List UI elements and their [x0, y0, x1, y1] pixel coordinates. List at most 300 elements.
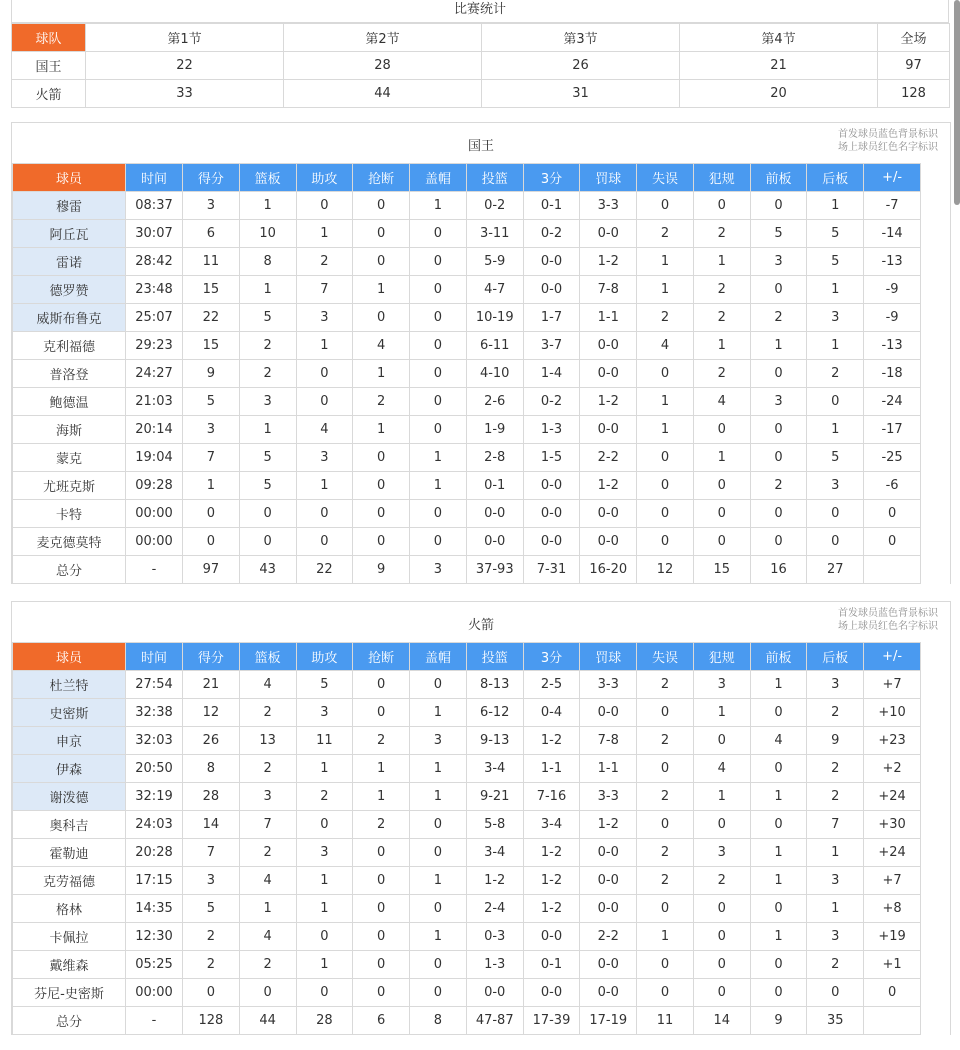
player-name[interactable]: 阿丘瓦 — [13, 220, 126, 248]
stats-header-cell: 犯规 — [693, 643, 750, 671]
stat-cell: 0 — [693, 923, 750, 951]
stat-cell: 0 — [410, 416, 467, 444]
stat-cell: 4 — [750, 727, 807, 755]
player-name[interactable]: 普洛登 — [13, 360, 126, 388]
stat-cell: 0-1 — [523, 951, 580, 979]
stat-cell: 1 — [807, 192, 864, 220]
stat-cell: 0-1 — [523, 192, 580, 220]
player-row — [13, 811, 921, 839]
stat-cell: 0-0 — [523, 248, 580, 276]
stat-cell: 0-0 — [523, 472, 580, 500]
stat-cell: -9 — [864, 304, 921, 332]
total-cell: 8 — [410, 1007, 467, 1035]
stat-cell: 2 — [239, 839, 296, 867]
score-header-q3: 第3节 — [482, 24, 680, 52]
stat-cell: 29:23 — [126, 332, 183, 360]
stat-cell: 5 — [183, 388, 240, 416]
stat-cell: 4 — [239, 867, 296, 895]
legend-note — [838, 607, 938, 633]
total-cell: 43 — [239, 556, 296, 584]
total-cell: 37-93 — [466, 556, 523, 584]
stat-cell: 12 — [183, 699, 240, 727]
stat-cell: 5 — [183, 895, 240, 923]
stat-cell: 3 — [183, 192, 240, 220]
legend-starter-text: 首发球员蓝色背景标识 — [838, 129, 938, 140]
player-row — [13, 727, 921, 755]
stat-cell: 1 — [807, 276, 864, 304]
stat-cell: 0-0 — [466, 500, 523, 528]
stat-cell: 0 — [693, 979, 750, 1007]
stat-cell: 20:50 — [126, 755, 183, 783]
player-row — [13, 416, 921, 444]
stat-cell: 0 — [296, 500, 353, 528]
stat-cell: 1-1 — [580, 755, 637, 783]
stat-cell: 3 — [239, 388, 296, 416]
stat-cell: 1 — [353, 755, 410, 783]
stat-cell: +8 — [864, 895, 921, 923]
player-stats-table — [12, 163, 921, 584]
stat-cell: 1 — [410, 923, 467, 951]
score-cell: 28 — [284, 52, 482, 80]
stat-cell: +10 — [864, 699, 921, 727]
total-cell: 12 — [637, 556, 694, 584]
stat-cell: 1 — [410, 472, 467, 500]
stat-cell: 21:03 — [126, 388, 183, 416]
page-scrollbar-thumb[interactable] — [954, 0, 960, 205]
stats-header-cell: 盖帽 — [410, 164, 467, 192]
score-header-q4: 第4节 — [680, 24, 878, 52]
stat-cell: 0 — [693, 528, 750, 556]
stat-cell: 5-9 — [466, 248, 523, 276]
stat-cell: 17:15 — [126, 867, 183, 895]
stat-cell: +19 — [864, 923, 921, 951]
stat-cell: 1-9 — [466, 416, 523, 444]
stat-cell: 0 — [864, 500, 921, 528]
stat-cell: 0 — [239, 528, 296, 556]
player-name[interactable]: 奥科吉 — [13, 811, 126, 839]
player-name[interactable]: 格林 — [13, 895, 126, 923]
player-row — [13, 528, 921, 556]
stat-cell: 1 — [296, 867, 353, 895]
stat-cell: 0 — [410, 220, 467, 248]
stat-cell: 15 — [183, 332, 240, 360]
stat-cell: 7 — [296, 276, 353, 304]
stat-cell: 10 — [239, 220, 296, 248]
stat-cell: 9-13 — [466, 727, 523, 755]
stat-cell: 5 — [807, 220, 864, 248]
stat-cell: 0-0 — [580, 867, 637, 895]
stat-cell: 1-2 — [523, 839, 580, 867]
player-name[interactable]: 麦克德莫特 — [13, 528, 126, 556]
score-cell: 128 — [878, 80, 950, 108]
stat-cell: 0 — [353, 472, 410, 500]
player-name[interactable]: 谢泼德 — [13, 783, 126, 811]
stat-cell: 0-0 — [523, 923, 580, 951]
stat-cell: 2 — [239, 755, 296, 783]
player-name[interactable]: 霍勒迪 — [13, 839, 126, 867]
stat-cell: 0-0 — [523, 500, 580, 528]
score-row-kings — [12, 52, 950, 80]
stat-cell: 2 — [239, 360, 296, 388]
stats-header-row — [13, 164, 921, 192]
stats-header-cell: 犯规 — [693, 164, 750, 192]
stat-cell: 0 — [750, 811, 807, 839]
stat-cell: 3-4 — [466, 839, 523, 867]
total-cell: 22 — [296, 556, 353, 584]
stat-cell: 0-0 — [580, 416, 637, 444]
stat-cell: 0 — [750, 895, 807, 923]
quarter-score-section — [11, 0, 949, 108]
total-cell: 7-31 — [523, 556, 580, 584]
stat-cell: 3-4 — [523, 811, 580, 839]
stat-cell: 2-2 — [580, 923, 637, 951]
stat-cell: 3 — [183, 416, 240, 444]
total-cell: 35 — [807, 1007, 864, 1035]
stat-cell: 20:14 — [126, 416, 183, 444]
player-name[interactable]: 芬尼-史密斯 — [13, 979, 126, 1007]
score-cell: 33 — [86, 80, 284, 108]
stat-cell: 1-4 — [523, 360, 580, 388]
stat-cell: 1-1 — [523, 755, 580, 783]
total-cell: 14 — [693, 1007, 750, 1035]
stat-cell: 1 — [750, 867, 807, 895]
stat-cell: 2-2 — [580, 444, 637, 472]
stat-cell: 3 — [296, 839, 353, 867]
stat-cell: 0 — [296, 360, 353, 388]
stat-cell: 0 — [750, 416, 807, 444]
stat-cell: 10-19 — [466, 304, 523, 332]
stats-header-row — [13, 643, 921, 671]
stat-cell: 0-0 — [580, 951, 637, 979]
stat-cell: 1-2 — [580, 472, 637, 500]
stat-cell: 1 — [807, 332, 864, 360]
stat-cell: 1 — [637, 248, 694, 276]
stat-cell: 1-5 — [523, 444, 580, 472]
stat-cell: 0-0 — [466, 528, 523, 556]
box-score-rockets — [11, 601, 951, 1035]
stat-cell: 3 — [410, 727, 467, 755]
stats-header-cell: 3分 — [523, 164, 580, 192]
stat-cell: 1 — [693, 332, 750, 360]
stat-cell: 14 — [183, 811, 240, 839]
stat-cell: 0 — [353, 895, 410, 923]
stat-cell: 2 — [637, 727, 694, 755]
stat-cell: +24 — [864, 783, 921, 811]
player-name[interactable]: 穆雷 — [13, 192, 126, 220]
stats-header-cell: 前板 — [750, 643, 807, 671]
stat-cell: 0 — [864, 528, 921, 556]
player-name[interactable]: 蒙克 — [13, 444, 126, 472]
stat-cell: 0 — [353, 220, 410, 248]
box-header — [12, 602, 950, 642]
stat-cell: 1-3 — [466, 951, 523, 979]
stat-cell: 1 — [410, 192, 467, 220]
stats-header-cell: 失误 — [637, 164, 694, 192]
stat-cell: 30:07 — [126, 220, 183, 248]
stat-cell: 0-0 — [580, 979, 637, 1007]
stats-header-cell: 罚球 — [580, 164, 637, 192]
stat-cell: 4-10 — [466, 360, 523, 388]
stat-cell: 0 — [353, 979, 410, 1007]
stat-cell: 0 — [750, 755, 807, 783]
stat-cell: 3 — [807, 304, 864, 332]
stat-cell: 2 — [353, 388, 410, 416]
stat-cell: 1 — [750, 332, 807, 360]
stat-cell: 3 — [183, 867, 240, 895]
stat-cell: 21 — [183, 671, 240, 699]
stat-cell: 0-0 — [580, 332, 637, 360]
stat-cell: +1 — [864, 951, 921, 979]
stat-cell: 2 — [183, 923, 240, 951]
stat-cell: 8 — [239, 248, 296, 276]
stat-cell: 0 — [807, 500, 864, 528]
stat-cell: 32:38 — [126, 699, 183, 727]
stat-cell: 0-0 — [523, 979, 580, 1007]
stat-cell: -13 — [864, 332, 921, 360]
stat-cell: 14:35 — [126, 895, 183, 923]
stat-cell: 0 — [807, 528, 864, 556]
stat-cell: 1 — [637, 276, 694, 304]
player-row — [13, 895, 921, 923]
stats-header-cell: 3分 — [523, 643, 580, 671]
total-cell: 11 — [637, 1007, 694, 1035]
box-header — [12, 123, 950, 163]
stats-header-cell: 投篮 — [466, 164, 523, 192]
player-row — [13, 192, 921, 220]
stat-cell: 00:00 — [126, 528, 183, 556]
total-cell: - — [126, 1007, 183, 1035]
stat-cell: 0 — [410, 979, 467, 1007]
stat-cell: 0 — [410, 839, 467, 867]
stat-cell: 32:03 — [126, 727, 183, 755]
player-name[interactable]: 德罗赞 — [13, 276, 126, 304]
stat-cell: 3 — [807, 867, 864, 895]
stat-cell: 3 — [693, 671, 750, 699]
stat-cell: -14 — [864, 220, 921, 248]
stat-cell: -6 — [864, 472, 921, 500]
player-row — [13, 332, 921, 360]
stat-cell: 8-13 — [466, 671, 523, 699]
stat-cell: 0 — [183, 500, 240, 528]
stat-cell: 2 — [807, 699, 864, 727]
stat-cell: 8 — [183, 755, 240, 783]
stat-cell: 0 — [637, 360, 694, 388]
stat-cell: 28 — [183, 783, 240, 811]
stat-cell: 7 — [183, 839, 240, 867]
stat-cell: -17 — [864, 416, 921, 444]
player-row — [13, 220, 921, 248]
stat-cell: 2 — [807, 951, 864, 979]
stat-cell: 7 — [239, 811, 296, 839]
player-name[interactable]: 伊森 — [13, 755, 126, 783]
stat-cell: 7 — [183, 444, 240, 472]
player-name[interactable]: 卡特 — [13, 500, 126, 528]
stat-cell: 0 — [637, 951, 694, 979]
score-cell: 97 — [878, 52, 950, 80]
player-name[interactable]: 雷诺 — [13, 248, 126, 276]
legend-oncourt-text: 场上球员红色名字标识 — [838, 621, 938, 632]
stat-cell: 4 — [693, 388, 750, 416]
stat-cell: 1 — [410, 444, 467, 472]
stat-cell: 28:42 — [126, 248, 183, 276]
stat-cell: 1 — [693, 248, 750, 276]
stat-cell: 1 — [750, 671, 807, 699]
player-row — [13, 783, 921, 811]
stat-cell: +7 — [864, 867, 921, 895]
stat-cell: 0 — [410, 500, 467, 528]
stat-cell: 0-4 — [523, 699, 580, 727]
stat-cell: 08:37 — [126, 192, 183, 220]
score-section-title: 比赛统计 — [11, 0, 949, 23]
stat-cell: 0 — [353, 951, 410, 979]
stat-cell: 26 — [183, 727, 240, 755]
stat-cell: 5 — [807, 444, 864, 472]
stat-cell: -25 — [864, 444, 921, 472]
player-row — [13, 671, 921, 699]
player-row — [13, 472, 921, 500]
stat-cell: 2 — [750, 472, 807, 500]
score-header-team: 球队 — [12, 24, 86, 52]
stat-cell: 1 — [693, 783, 750, 811]
stat-cell: 0 — [693, 416, 750, 444]
total-label: 总分 — [13, 1007, 126, 1035]
stat-cell: 0 — [750, 444, 807, 472]
stat-cell: 0 — [296, 528, 353, 556]
stat-cell: 1 — [353, 783, 410, 811]
stat-cell: 2 — [637, 867, 694, 895]
stat-cell: 0 — [296, 388, 353, 416]
stat-cell: 2 — [296, 783, 353, 811]
stat-cell: -9 — [864, 276, 921, 304]
total-row — [13, 556, 921, 584]
stat-cell: 0 — [750, 192, 807, 220]
header-player: 球员 — [13, 643, 126, 671]
stat-cell: 3 — [807, 472, 864, 500]
player-name[interactable]: 申京 — [13, 727, 126, 755]
stat-cell: 05:25 — [126, 951, 183, 979]
player-name[interactable]: 克劳福德 — [13, 867, 126, 895]
total-cell: - — [126, 556, 183, 584]
stat-cell: 0 — [693, 811, 750, 839]
player-name[interactable]: 卡佩拉 — [13, 923, 126, 951]
player-row — [13, 248, 921, 276]
stat-cell: 0 — [410, 895, 467, 923]
stat-cell: 0-0 — [580, 895, 637, 923]
stats-header-cell: 助攻 — [296, 164, 353, 192]
stats-header-cell: 时间 — [126, 643, 183, 671]
score-header-q2: 第2节 — [284, 24, 482, 52]
stat-cell: 0 — [353, 528, 410, 556]
stat-cell: 0 — [750, 276, 807, 304]
total-cell: 97 — [183, 556, 240, 584]
stat-cell: 6 — [183, 220, 240, 248]
stat-cell: 5 — [239, 472, 296, 500]
stat-cell: 1-2 — [523, 727, 580, 755]
player-row — [13, 951, 921, 979]
stats-header-cell: +/- — [864, 643, 921, 671]
stat-cell: 1 — [296, 951, 353, 979]
score-cell: 26 — [482, 52, 680, 80]
stat-cell: 0-0 — [580, 839, 637, 867]
total-cell: 16 — [750, 556, 807, 584]
stat-cell: 1-2 — [580, 388, 637, 416]
stat-cell: 3-7 — [523, 332, 580, 360]
stat-cell: 0 — [410, 811, 467, 839]
stat-cell: +2 — [864, 755, 921, 783]
stat-cell: 0 — [410, 388, 467, 416]
total-label: 总分 — [13, 556, 126, 584]
stat-cell: 11 — [296, 727, 353, 755]
score-cell: 22 — [86, 52, 284, 80]
stat-cell: 2 — [637, 671, 694, 699]
stat-cell: 2 — [807, 360, 864, 388]
stat-cell: 12:30 — [126, 923, 183, 951]
stat-cell: 3-3 — [580, 783, 637, 811]
stat-cell: 1 — [750, 923, 807, 951]
stat-cell: 1-2 — [580, 811, 637, 839]
total-row — [13, 1007, 921, 1035]
stat-cell: 0 — [750, 360, 807, 388]
total-cell: 16-20 — [580, 556, 637, 584]
stat-cell: 0-0 — [580, 220, 637, 248]
stat-cell: 0 — [353, 500, 410, 528]
stat-cell: 0 — [239, 979, 296, 1007]
player-name[interactable]: 尤班克斯 — [13, 472, 126, 500]
player-name[interactable]: 鲍德温 — [13, 388, 126, 416]
stat-cell: 11 — [183, 248, 240, 276]
stat-cell: 1 — [637, 388, 694, 416]
stat-cell: 0-2 — [466, 192, 523, 220]
stat-cell: 1 — [410, 699, 467, 727]
player-name[interactable]: 克利福德 — [13, 332, 126, 360]
stat-cell: 5 — [239, 304, 296, 332]
stat-cell: 1 — [239, 276, 296, 304]
stat-cell: 1 — [807, 895, 864, 923]
stat-cell: 19:04 — [126, 444, 183, 472]
player-row — [13, 500, 921, 528]
total-cell: 6 — [353, 1007, 410, 1035]
score-cell: 44 — [284, 80, 482, 108]
stat-cell: 0-0 — [580, 360, 637, 388]
stat-cell: 3-3 — [580, 671, 637, 699]
stat-cell: 1 — [183, 472, 240, 500]
stats-header-cell: 助攻 — [296, 643, 353, 671]
score-cell: 21 — [680, 52, 878, 80]
stat-cell: 6-12 — [466, 699, 523, 727]
player-name[interactable]: 戴维森 — [13, 951, 126, 979]
stat-cell: 5-8 — [466, 811, 523, 839]
player-name[interactable]: 威斯布鲁克 — [13, 304, 126, 332]
player-name[interactable]: 杜兰特 — [13, 671, 126, 699]
stat-cell: 2 — [693, 220, 750, 248]
player-name[interactable]: 史密斯 — [13, 699, 126, 727]
stat-cell: 3 — [239, 783, 296, 811]
stat-cell: 2 — [693, 304, 750, 332]
player-name[interactable]: 海斯 — [13, 416, 126, 444]
stat-cell: 0 — [637, 528, 694, 556]
stat-cell: 1 — [239, 416, 296, 444]
stat-cell: 1 — [353, 360, 410, 388]
stat-cell: 0-2 — [523, 388, 580, 416]
stat-cell: 0 — [296, 979, 353, 1007]
stats-header-cell: 后板 — [807, 643, 864, 671]
stat-cell: 0 — [693, 895, 750, 923]
stat-cell: -13 — [864, 248, 921, 276]
stats-header-cell: 盖帽 — [410, 643, 467, 671]
legend-note — [838, 128, 938, 154]
total-cell: 44 — [239, 1007, 296, 1035]
stat-cell: 6-11 — [466, 332, 523, 360]
